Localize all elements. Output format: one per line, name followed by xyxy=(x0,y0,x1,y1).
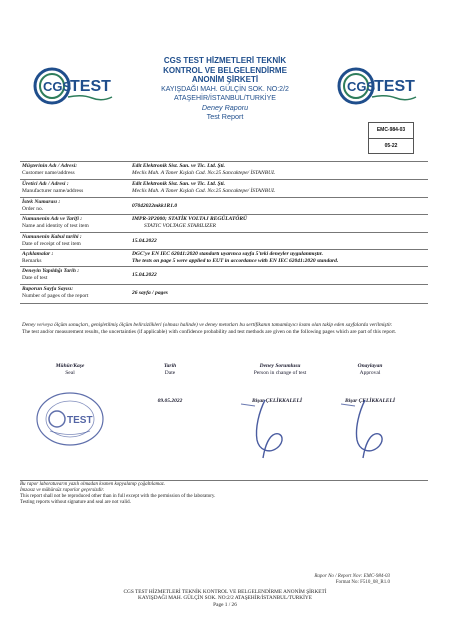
cgs-test-logo-right xyxy=(336,64,418,108)
results-statement xyxy=(22,322,430,335)
divider xyxy=(20,197,428,198)
cgs-test-logo-left xyxy=(32,64,114,108)
statement-en: The test and/or measurement results, the uncertainties (if applicable) with confidence probability and test methods are given on the following pages which are part of this report. xyxy=(22,328,397,335)
footer-company-name: CGS TEST HİZMETLERİ TEKNİK KONTROL VE BELGELENDİRME ANONİM ŞİRKETİ xyxy=(123,589,327,595)
logo-letters: CGS xyxy=(43,79,72,94)
company-address-line2: ATAŞEHİR/İSTANBUL/TURKİYE xyxy=(174,94,276,102)
company-stamp xyxy=(30,386,110,456)
field-label-order: İstek Numarası : Order no. xyxy=(22,199,61,212)
copy-notice-tr2: İmzasız ve mühürsüz raporlar geçersizdir. xyxy=(20,488,105,493)
logo-letters: CGS xyxy=(347,79,376,94)
divider xyxy=(20,284,428,285)
company-name-line1: CGS TEST HİZMETLERİ TEKNİK xyxy=(163,56,287,65)
field-value-order: 07042022mkk1R1.0 xyxy=(132,203,178,209)
statement-tr: Deney ve/veya ölçüm sonuçları, genişletilmiş ölçüm belirsizlikleri (olması halinde) ve deney metotları bu sertifikanın tamamlayıcı kısmı olan takip eden sayfalarda verilmiştir. xyxy=(22,322,393,328)
stamp-text: TEST xyxy=(67,415,93,426)
seal-header: Mühür/Kaşe Seal xyxy=(55,363,85,376)
field-label-remarks: Açıklamalar : Remarks xyxy=(22,251,54,264)
company-name-line2: KONTROL VE BELGELENDİRME xyxy=(163,65,287,75)
company-address-line1: KAYIŞDAĞI MAH. GÜLÇİN SOK. NO:2/2 xyxy=(161,85,289,93)
report-reference xyxy=(314,574,390,586)
person-header: Deney Sorumlusu Person in change of test xyxy=(253,363,307,376)
person-signature xyxy=(235,392,305,464)
logo-text: TEST xyxy=(374,78,415,95)
approval-signer-name: Bişar ÇELİKKALELİ xyxy=(345,398,395,404)
report-title-tr: Deney Raporu xyxy=(201,102,249,112)
field-value-test-item: IMPR-3P2000; STATİK VOLTAJ REGÜLATÖRÜ STATIC VOLTAGE STABILIZER xyxy=(132,216,247,229)
divider xyxy=(20,232,428,233)
report-number: EMC-984-03 xyxy=(369,123,413,139)
field-value-pages: 26 sayfa / pages xyxy=(132,290,168,296)
page-number: Page 1 / 26 xyxy=(213,601,237,608)
field-value-test-date: 15.04.2022 xyxy=(132,272,157,278)
divider xyxy=(20,161,428,162)
report-ref-line2: Format No: F510_08_R1.0 xyxy=(335,580,390,585)
divider xyxy=(20,266,428,267)
field-value-remarks: DGC'ye EN IEC 62041:2020 standartı uyarınca sayfa 5'teki deneyler uygulanmıştır. The tests on page 5 were applied to EUT in accordance with EN IEC 62041:2020 standard. xyxy=(132,251,339,264)
report-number-box xyxy=(368,122,414,154)
footer-address: KAYIŞDAĞI MAH. GÜLÇİN SOK. NO:2/2 ATAŞEHİR/İSTANBUL/TURKİYE xyxy=(138,595,312,602)
field-value-customer: Edit Elektronik Sist. San. ve Tic. Ltd. Şti. Meclis Mah. A Taner Kışlalı Cad. No:25 Sancaktepe/ İSTANBUL xyxy=(132,163,276,176)
field-label-pages: Raporun Sayfa Sayısı: Number of pages of the report xyxy=(22,286,89,299)
copy-notice-en2: Testing reports without signature and seal are not valid. xyxy=(20,500,131,505)
field-label-test-date: Deneyin Yapıldığı Tarih : Date of test xyxy=(22,268,80,281)
report-revision: 05-22 xyxy=(384,143,398,149)
field-label-manufacturer: Üretici Adı / Adresi : Manufacturer name/address xyxy=(22,181,84,194)
field-label-receipt-date: Numunenin Kabul tarihi : Date of receipt of test item xyxy=(22,234,82,247)
field-value-manufacturer: Edit Elektronik Sist. San. ve Tic. Ltd. Şti. Meclis Mah. A Taner Kışlalı Cad. No:25 Sancaktepe/ İSTANBUL xyxy=(132,181,276,194)
copy-notice-en1: This report shall not be reproduced other than in full except with the permission of the laboratory. xyxy=(20,494,216,499)
logo-text: TEST xyxy=(70,78,111,95)
copy-notice-tr1: Bu rapor laboratuvarın yazılı olmadan kısmen kopyalanıp çoğaltılamaz. xyxy=(20,482,165,487)
field-label-test-item: Numunenin Adı ve Tarifi : Name and identity of test item xyxy=(22,216,89,229)
date-header: Tarih Date xyxy=(163,363,177,376)
divider xyxy=(20,249,428,250)
page-footer xyxy=(60,589,390,608)
report-title-en: Test Report xyxy=(206,111,244,121)
company-header xyxy=(120,56,330,121)
divider xyxy=(20,179,428,180)
divider xyxy=(20,214,428,215)
divider xyxy=(20,303,428,304)
approval-signature xyxy=(335,392,405,464)
person-signer-name: Bişar ÇELİKKALELİ xyxy=(252,398,302,404)
divider xyxy=(20,480,428,481)
signature-date: 09.05.2022 xyxy=(157,398,183,404)
field-label-customer: Müşterinin Adı / Adresi: Customer name/address xyxy=(22,163,78,176)
copy-notice xyxy=(20,482,430,506)
company-name-line3: ANONİM ŞİRKETİ xyxy=(191,75,259,84)
field-value-receipt-date: 15.04.2022 xyxy=(132,238,157,244)
approval-header: Onaylayan Approval xyxy=(357,363,383,376)
report-ref-line1: Rapor No / Report Nov: EMC-984-03 xyxy=(314,574,390,579)
